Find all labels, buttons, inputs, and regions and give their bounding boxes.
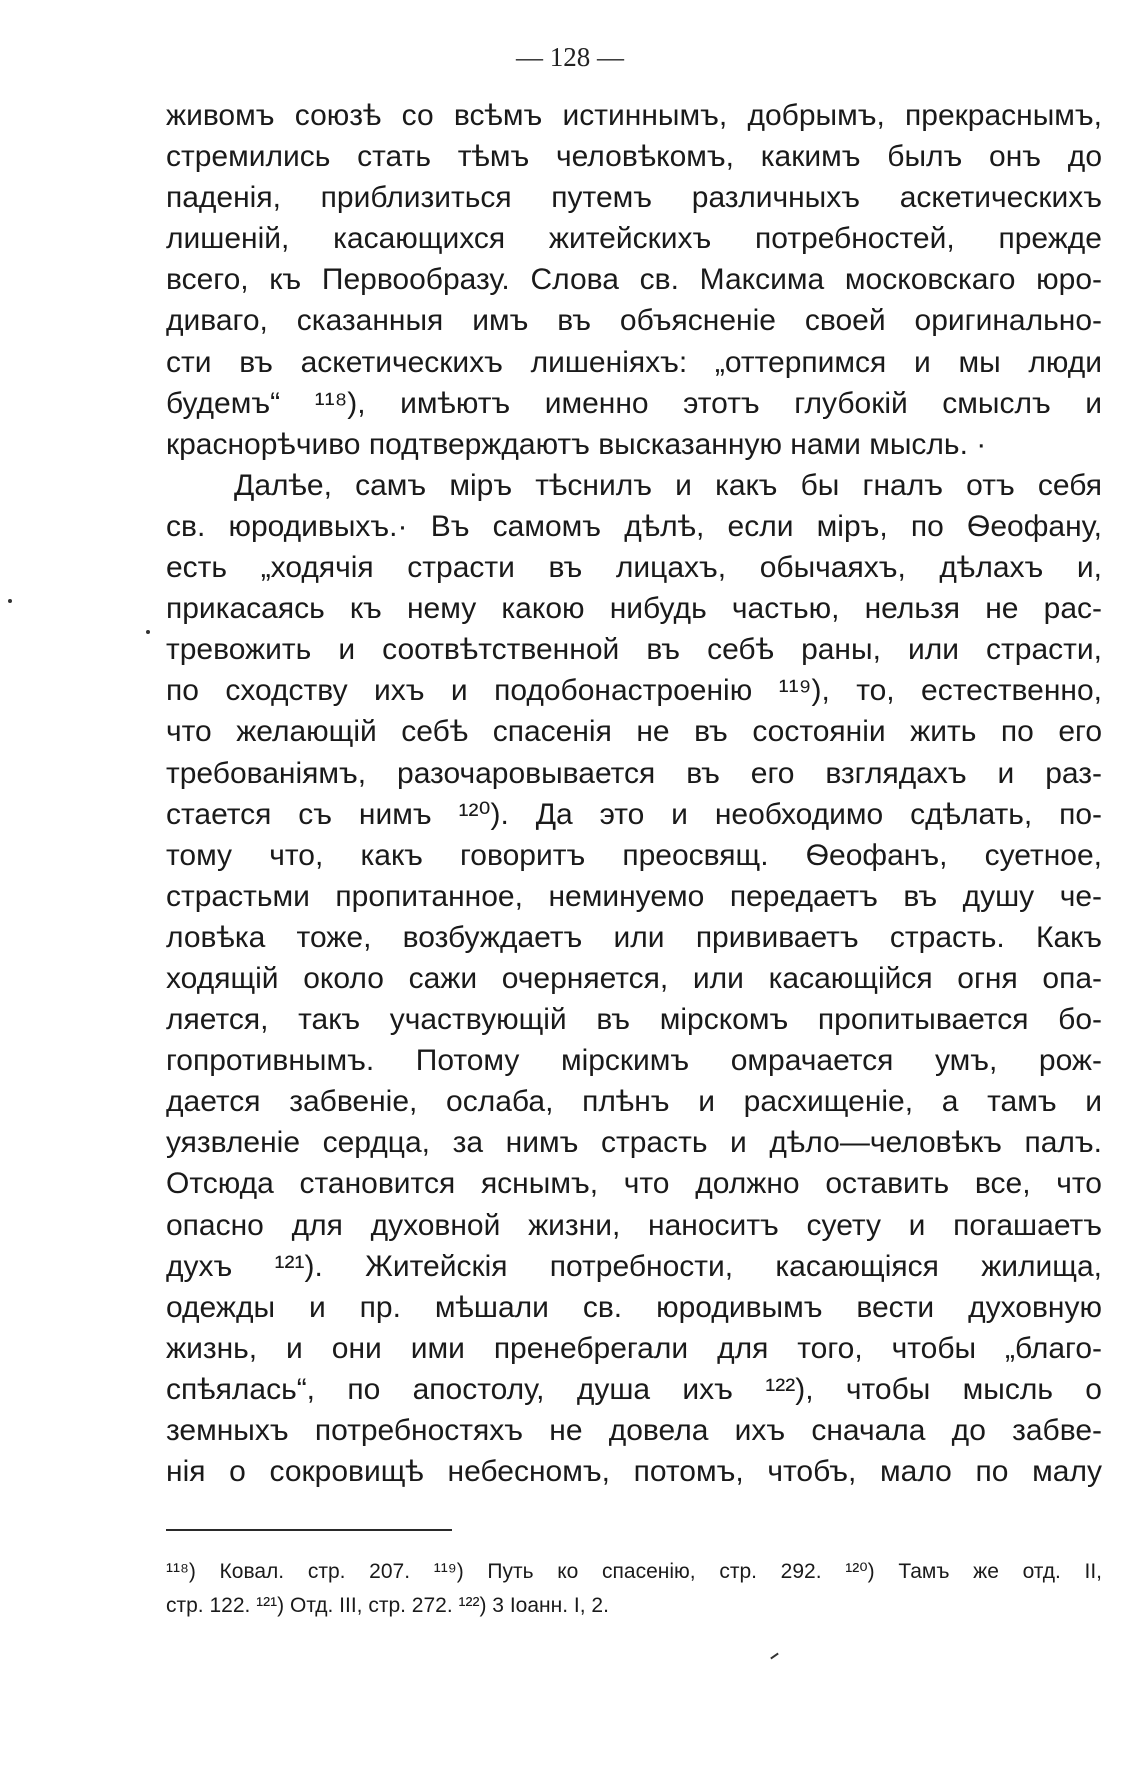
text-line: ходящій около сажи очерняется, или касающійся огня опа- (166, 961, 1102, 995)
text-line: лишеній, касающихся житейскихъ потребностей, прежде (166, 222, 1102, 256)
text-line: св. юродивыхъ.· Въ самомъ дѣлѣ, если міръ, по Ѳеофану, (166, 509, 1102, 543)
footnote-line: стр. 122. ¹²¹) Отд. III, стр. 272. ¹²²) 3 Іоанн. I, 2. (166, 1594, 609, 1617)
text-line: страстьми пропитанное, неминуемо передаетъ въ душу че- (166, 879, 1102, 913)
text-line: жизнь, и они ими пренебрегали для того, чтобы „благо- (166, 1331, 1102, 1365)
text-line: уязвленіе сердца, за нимъ страсть и дѣло—человѣкъ палъ. (166, 1126, 1102, 1160)
text-line: дается забвеніе, ослаба, плѣнъ и расхищеніе, а тамъ и (166, 1085, 1102, 1119)
text-line: тому что, какъ говоритъ преосвящ. Ѳеофанъ, суетное, (166, 838, 1102, 872)
footnote-line: ¹¹⁸) Ковал. стр. 207. ¹¹⁹) Путь ко спасенію, стр. 292. ¹²⁰) Тамъ же отд. II, (166, 1560, 1102, 1583)
text-line: спѣялась“, по апостолу, душа ихъ ¹²²), чтобы мысль о (166, 1372, 1102, 1406)
footnotes (166, 1555, 1102, 1623)
text-line: паденія, приблизиться путемъ различныхъ аскетическихъ (166, 181, 1102, 215)
page-number: — 128 — (516, 42, 624, 72)
text-line: тревожить и соотвѣтственной въ себѣ раны, или страсти, (166, 633, 1102, 667)
text-line: по сходству ихъ и подобонастроенію ¹¹⁹), то, естественно, (166, 674, 1102, 708)
scan-speck (8, 599, 12, 603)
text-line: что желающій себѣ спасенія не въ состояніи жить по его (166, 715, 1102, 749)
text-line: стремились стать тѣмъ человѣкомъ, какимъ былъ онъ до (166, 140, 1102, 174)
text-line: духъ ¹²¹). Житейскія потребности, касающіяся жилища, (166, 1249, 1102, 1283)
text-line: будемъ“ ¹¹⁸), имѣютъ именно этотъ глубокій смыслъ и (166, 386, 1102, 420)
text-line: сти въ аскетическихъ лишеніяхъ: „оттерпимся и мы люди (166, 345, 1102, 379)
text-line: ловѣка тоже, возбуждаетъ или прививаетъ страсть. Какъ (166, 920, 1102, 954)
text-line: опасно для духовной жизни, наноситъ суету и погашаетъ (166, 1208, 1102, 1242)
text-line: одежды и пр. мѣшали св. юродивымъ вести духовную (166, 1290, 1102, 1324)
text-line: требованіямъ, разочаровывается въ его взглядахъ и раз- (166, 756, 1102, 790)
scan-speck (770, 1653, 779, 1660)
text-line: нія о сокровищѣ небесномъ, потомъ, чтобъ, мало по малу (166, 1455, 1102, 1489)
paragraph-start-line: Далѣе, самъ міръ тѣснилъ и какъ бы гналъ отъ себя (234, 468, 1102, 502)
text-line: диваго, сказанныя имъ въ объясненіе своей оригинально- (166, 304, 1102, 338)
text-line: есть „ходячія страсти въ лицахъ, обычаяхъ, дѣлахъ и, (166, 551, 1102, 585)
scan-speck (146, 630, 150, 634)
text-line: стается съ нимъ ¹²⁰). Да это и необходимо сдѣлать, по- (166, 797, 1102, 831)
text-line: земныхъ потребностяхъ не довела ихъ сначала до забве- (166, 1414, 1102, 1447)
footnote-divider (166, 1529, 452, 1531)
text-line: живомъ союзѣ со всѣмъ истиннымъ, добрымъ, прекраснымъ, (166, 99, 1102, 132)
text-line: Отсюда становится яснымъ, что должно оставить все, что (166, 1167, 1102, 1201)
text-line: ляется, такъ участвующій въ мірскомъ пропитывается бо- (166, 1003, 1102, 1037)
text-line: краснорѣчиво подтверждаютъ высказанную нами мысль. · (166, 427, 987, 461)
text-line: прикасаясь къ нему какою нибудь частью, нельзя не рас- (166, 592, 1102, 626)
text-line: гопротивнымъ. Потому мірскимъ омрачается умъ, рож- (166, 1044, 1102, 1078)
text-line: всего, къ Первообразу. Слова св. Максима московскаго юро- (166, 263, 1102, 297)
body-text (166, 95, 1102, 1492)
